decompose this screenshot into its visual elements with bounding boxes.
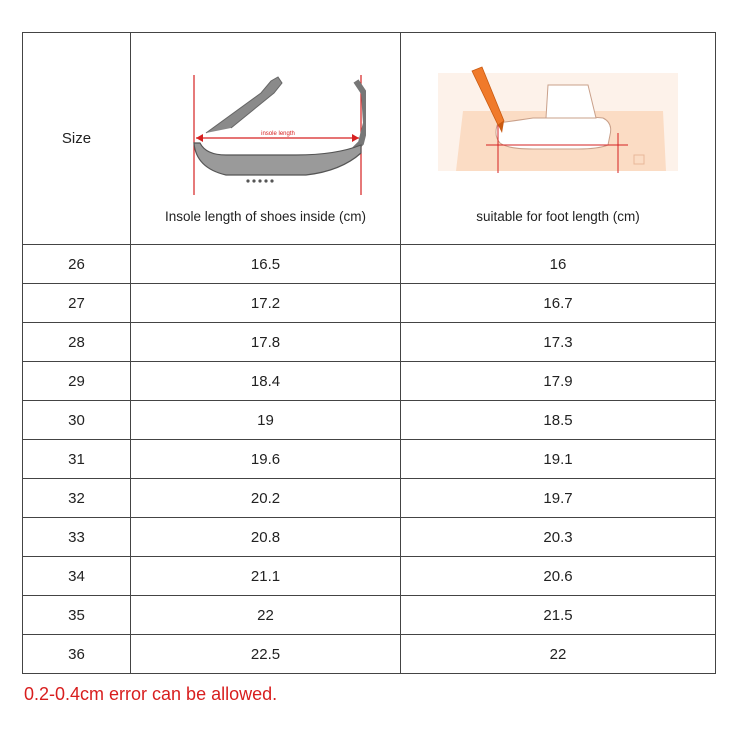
insole-length-cell: 17.8 [131,323,401,362]
shoe-insole-icon [166,63,366,203]
insole-length-cell: 22.5 [131,635,401,674]
table-row [23,440,716,479]
insole-length-cell: 19.6 [131,440,401,479]
foot-length-cell: 16.7 [401,284,716,323]
insole-length-cell: 16.5 [131,245,401,284]
foot-length-cell: 16 [401,245,716,284]
insole-length-cell: 21.1 [131,557,401,596]
table-row [23,518,716,557]
size-cell: 32 [23,479,131,518]
table-row [23,362,716,401]
insole-length-cell: 20.8 [131,518,401,557]
size-cell: 30 [23,401,131,440]
table-row [23,323,716,362]
foot-caption: suitable for foot length (cm) [476,209,640,224]
size-cell: 27 [23,284,131,323]
foot-length-cell: 21.5 [401,596,716,635]
foot-length-cell: 20.3 [401,518,716,557]
size-cell: 33 [23,518,131,557]
error-note: 0.2-0.4cm error can be allowed. [24,684,278,704]
size-column-header: Size [23,33,131,245]
foot-length-cell: 20.6 [401,557,716,596]
foot-length-cell: 17.9 [401,362,716,401]
table-row [23,479,716,518]
size-cell: 36 [23,635,131,674]
foot-diagram [401,63,715,203]
foot-length-cell: 17.3 [401,323,716,362]
foot-length-cell: 18.5 [401,401,716,440]
foot-length-cell: 19.7 [401,479,716,518]
insole-length-cell: 17.2 [131,284,401,323]
foot-measure-icon [438,63,678,203]
size-cell: 34 [23,557,131,596]
foot-length-cell: 22 [401,635,716,674]
table-row [23,557,716,596]
insole-length-cell: 20.2 [131,479,401,518]
table-row [23,401,716,440]
size-cell: 35 [23,596,131,635]
size-cell: 26 [23,245,131,284]
table-row [23,596,716,635]
size-cell: 29 [23,362,131,401]
size-chart-table [22,32,716,674]
insole-caption: Insole length of shoes inside (cm) [164,209,367,224]
table-row [23,635,716,674]
foot-column-header [401,33,716,245]
table-row [23,245,716,284]
size-cell: 28 [23,323,131,362]
table-row [23,284,716,323]
insole-length-cell: 19 [131,401,401,440]
insole-length-cell: 22 [131,596,401,635]
foot-length-cell: 19.1 [401,440,716,479]
insole-column-header [131,33,401,245]
insole-length-cell: 18.4 [131,362,401,401]
insole-diagram [131,63,400,203]
insole-length-label: insole length [260,131,295,137]
header-row [23,33,716,245]
size-cell: 31 [23,440,131,479]
